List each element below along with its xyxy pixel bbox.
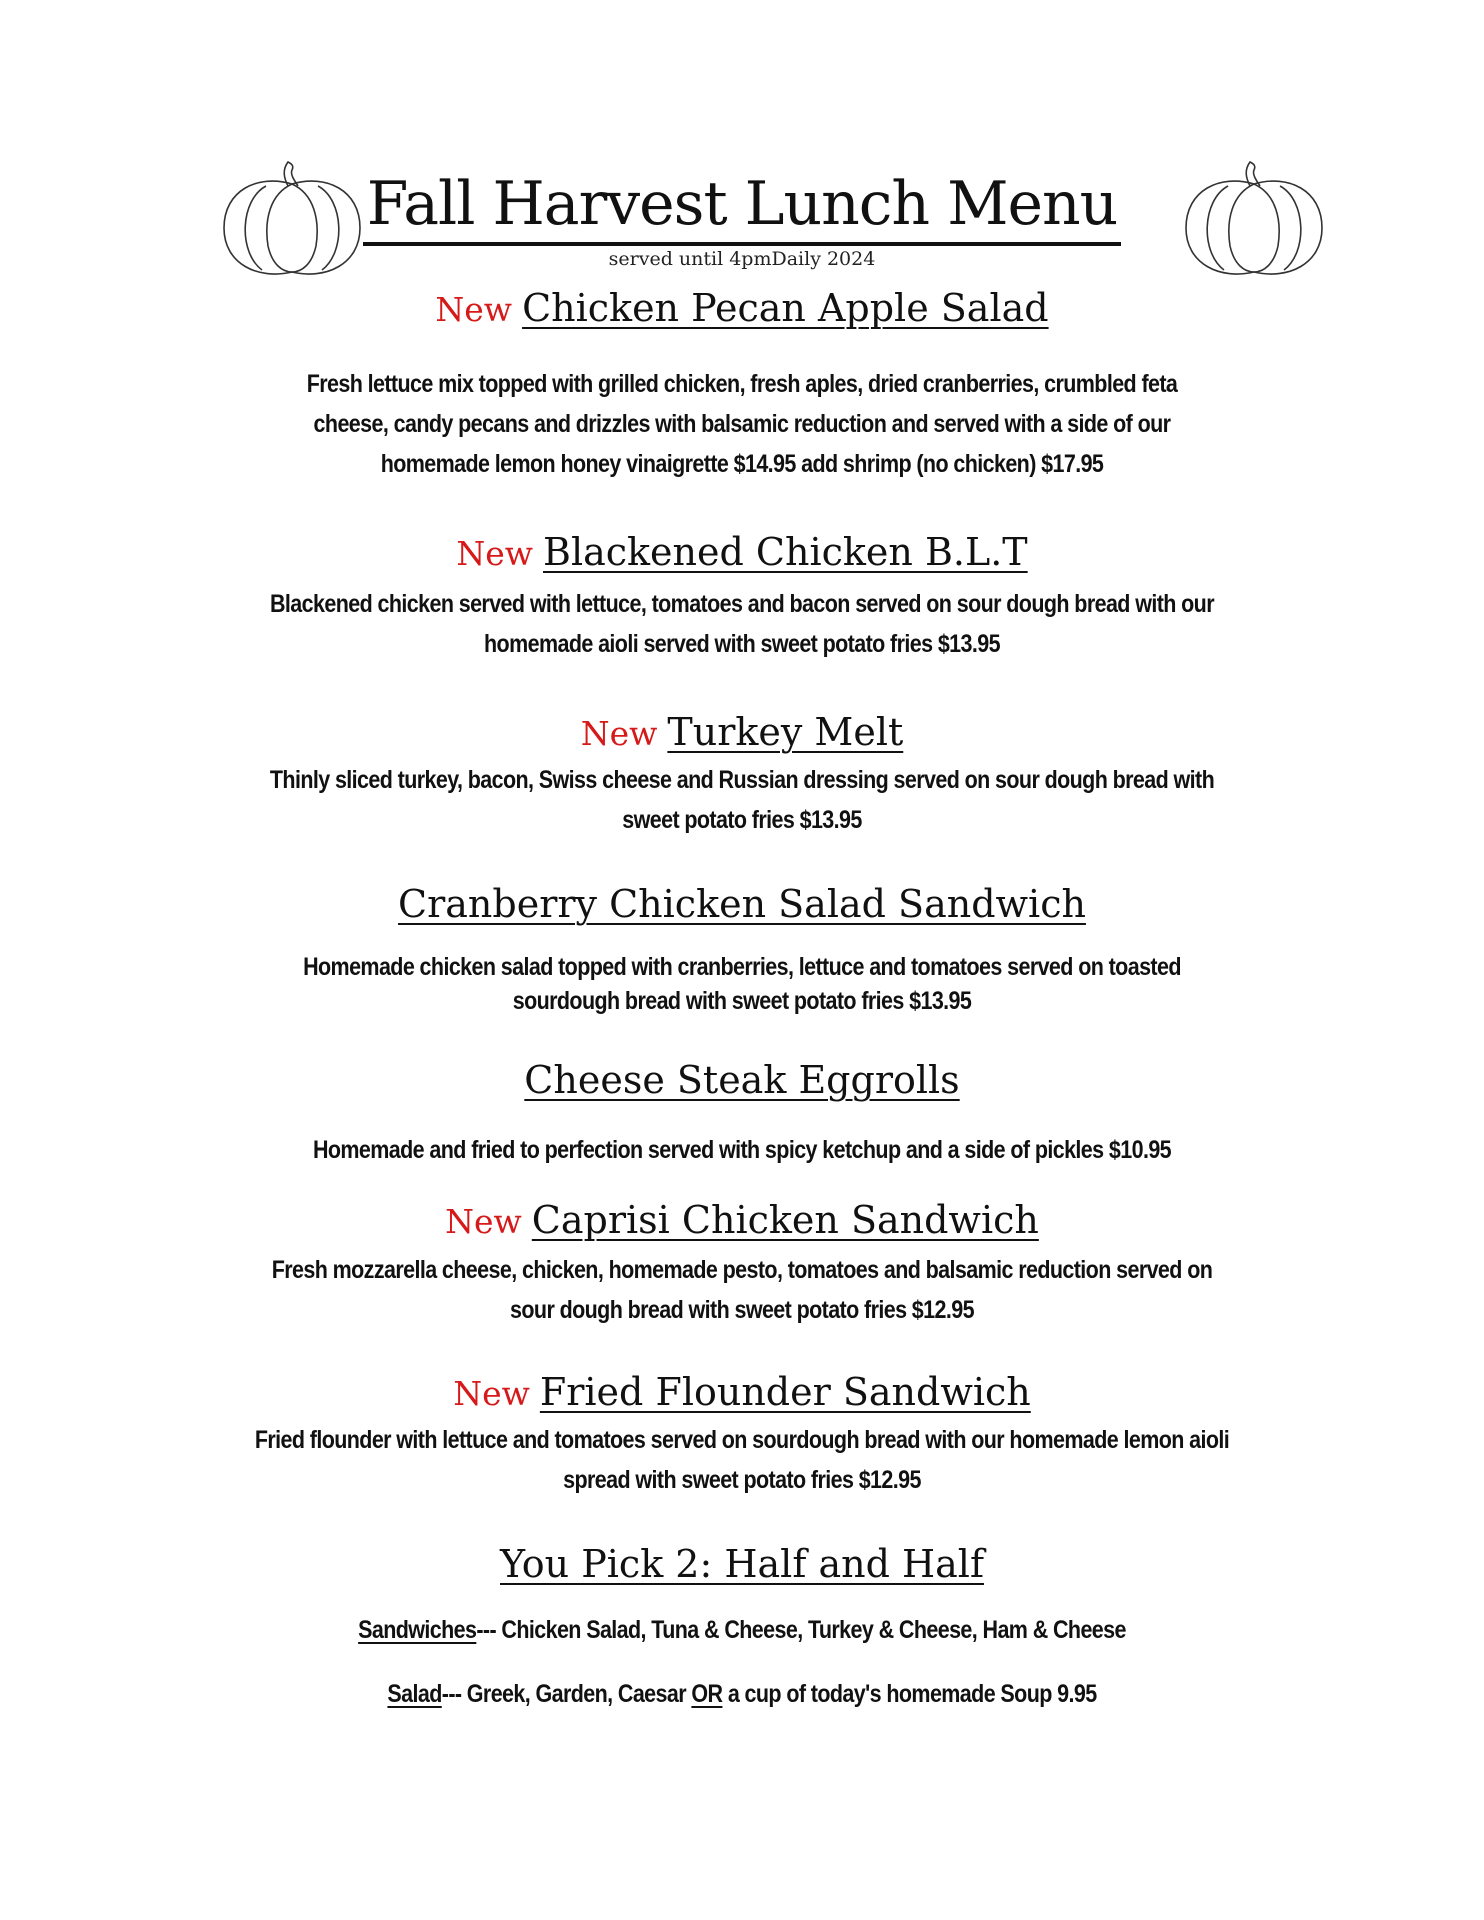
item-name: Cranberry Chicken Salad Sandwich (398, 882, 1086, 926)
menu-item (0, 880, 1484, 1018)
item-description: Blackened chicken served with lettuce, tomatoes and bacon served on sour dough bread with our homemade aioli served with sweet potato fries $13.95 (269, 590, 1214, 658)
salad-or: OR (691, 1680, 723, 1708)
item-name: Cheese Steak Eggrolls (524, 1058, 960, 1102)
item-description: Homemade chicken salad topped with cranberries, lettuce and tomatoes served on toasted sourdough bread with sweet potato fries $13.95 (303, 953, 1181, 1015)
item-name: Chicken Pecan Apple Salad (522, 286, 1049, 330)
item-description: Fried flounder with lettuce and tomatoes served on sourdough bread with our homemade lemon aioli spread with sweet potato fries $12.95 (254, 1426, 1230, 1494)
pick2-title: You Pick 2: Half and Half (499, 1542, 985, 1586)
item-description: Fresh lettuce mix topped with grilled chicken, fresh aples, dried cranberries, crumbled feta cheese, candy pecans and drizzles with balsamic reduction and served with a side of our homemade lemon honey vinaigrette $14.95 add shrimp (no chicken) $17.95 (306, 370, 1178, 478)
salad-text-before: --- Greek, Garden, Caesar (441, 1680, 692, 1708)
sandwiches-text: --- Chicken Salad, Tuna & Cheese, Turkey & Cheese, Ham & Cheese (476, 1616, 1126, 1644)
new-label: New (445, 1202, 522, 1241)
menu-item (0, 528, 1484, 664)
new-label: New (580, 714, 658, 753)
pick2-sandwiches (226, 1610, 1258, 1650)
new-label: New (453, 1374, 530, 1413)
menu-item (0, 708, 1484, 840)
item-description: Fresh mozzarella cheese, chicken, homemade pesto, tomatoes and balsamic reduction served on sour dough bread with sweet potato fries $12.95 (271, 1256, 1213, 1324)
menu-item (0, 1056, 1484, 1170)
pick2-section (0, 1540, 1484, 1714)
page-subtitle: served until 4pmDaily 2024 (608, 248, 876, 270)
item-name: Turkey Melt (667, 710, 904, 754)
item-description: Thinly sliced turkey, bacon, Swiss cheese and Russian dressing served on sour dough bread with sweet potato fries $13.95 (269, 766, 1215, 834)
salad-label: Salad (387, 1680, 442, 1708)
item-description: Homemade and fried to perfection served with spicy ketchup and a side of pickles $10.95 (312, 1136, 1172, 1164)
menu-item (0, 284, 1484, 484)
page-title: Fall Harvest Lunch Menu (363, 168, 1122, 246)
menu-item (0, 1196, 1484, 1330)
salad-text-after: a cup of today's homemade Soup 9.95 (722, 1680, 1097, 1708)
new-label: New (435, 290, 513, 329)
menu-item (0, 1368, 1484, 1500)
item-name: Caprisi Chicken Sandwich (531, 1198, 1039, 1242)
pick2-salad (226, 1674, 1258, 1714)
item-name: Blackened Chicken B.L.T (543, 530, 1028, 574)
new-label: New (456, 534, 534, 573)
item-name: Fried Flounder Sandwich (539, 1370, 1031, 1414)
sandwiches-label: Sandwiches (358, 1616, 477, 1644)
